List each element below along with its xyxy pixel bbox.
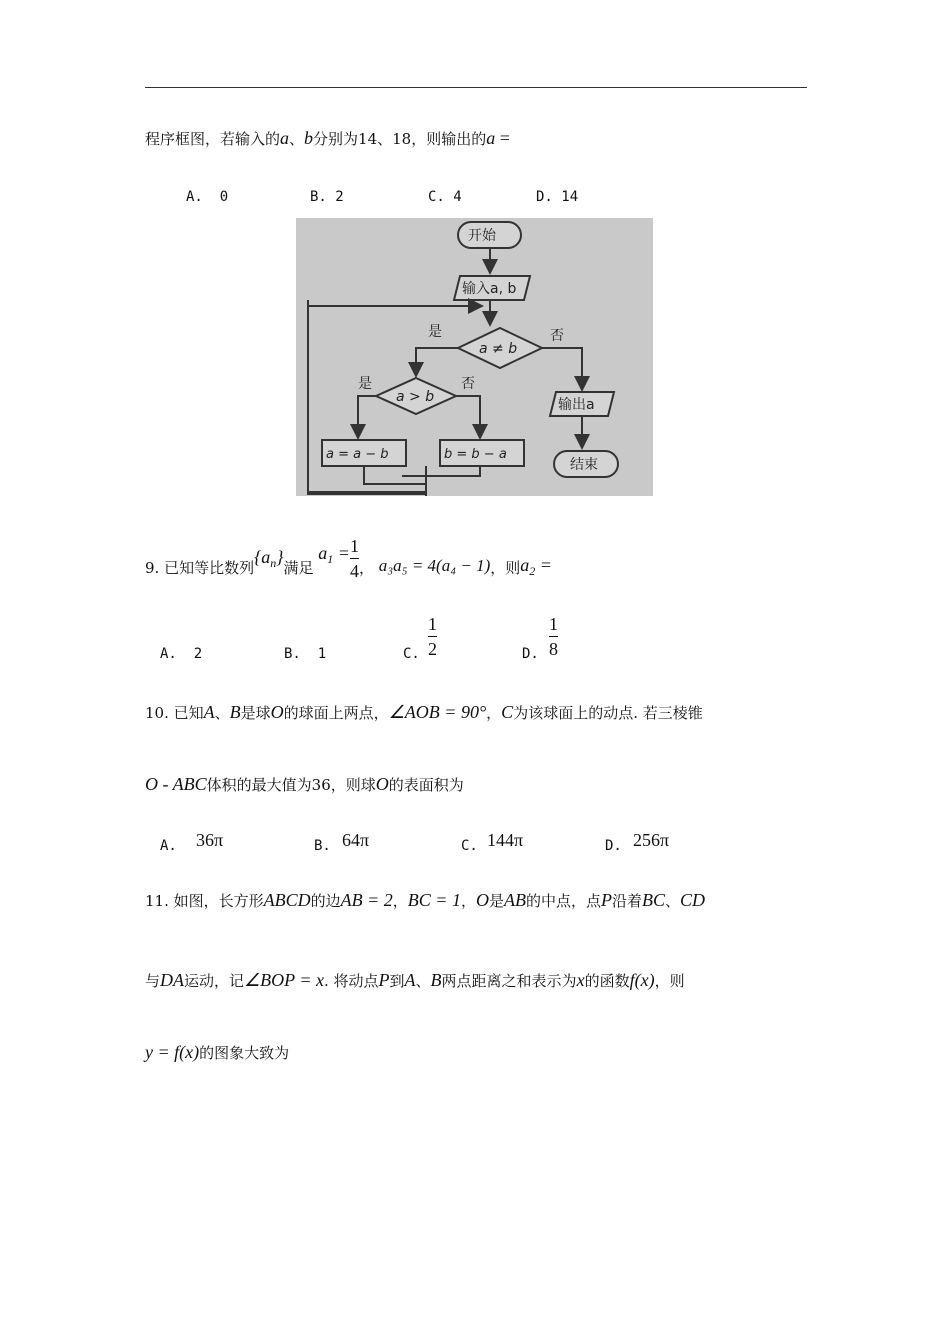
q10-option-c-value: 144π: [487, 830, 524, 850]
flow-input-label: 输入a, b: [462, 281, 517, 297]
flow-start-label: 开始: [468, 228, 496, 244]
q9-option-b: B. 1: [284, 646, 327, 662]
flow-output-label: 输出a: [558, 397, 595, 413]
q10-option-a-value: 36π: [196, 830, 224, 850]
q8-sep: 、: [289, 130, 305, 148]
flow-no-label-2: 否: [461, 376, 475, 392]
q8-var-out: a: [486, 128, 496, 148]
q10-option-c: C.: [461, 838, 478, 854]
q9-option-d-fraction: 1 8: [549, 614, 558, 659]
flow-yes-label-2: 是: [358, 376, 372, 392]
q10-option-d-value: 256π: [633, 830, 670, 850]
q8-option-b: B. 2: [310, 189, 344, 205]
q8-var-b: b: [304, 128, 314, 148]
q11-line-1: 11. 如图，长方形ABCD的边AB = 2，BC = 1，O是AB的中点，点P沿着BC、CD: [145, 890, 706, 910]
flow-assign-a-label: a = a − b: [326, 447, 389, 462]
q9-stem: [145, 536, 552, 581]
q9-text-3: ，则: [490, 558, 521, 577]
flow-cond1-label: a ≠ b: [479, 341, 518, 357]
q8-text-2: 分别为14、18，则输出的: [313, 130, 487, 148]
q9-a1: $a_1$ =: [318, 542, 350, 566]
q8-var-a: a: [280, 128, 290, 148]
q8-option-a: A. 0: [186, 189, 229, 205]
q10-line-2: O - ABC体积的最大值为36，则球O的表面积为: [145, 774, 464, 794]
flow-yes-label-1: 是: [428, 324, 442, 340]
flow-cond2-label: a > b: [396, 389, 435, 405]
q9-text-2: 满足: [283, 558, 314, 577]
q9-option-c-fraction: 1 2: [428, 614, 437, 659]
flow-assign-b-label: b = b − a: [444, 447, 507, 462]
q9-text-1: 9. 已知等比数列: [145, 558, 255, 577]
header-rule: [145, 87, 807, 88]
q11-line-2: 与DA运动，记∠BOP = x. 将动点P到A、B两点距离之和表示为x的函数f(x)，则: [145, 970, 685, 990]
q9-comma: ，: [358, 558, 374, 577]
flow-no-label-1: 否: [550, 328, 564, 344]
q9-expr: a₃a₅ = 4(a₄ − 1): [378, 555, 491, 575]
q10-line-1: 10. 已知A、B是球O的球面上两点，∠AOB = 90°，C为该球面上的动点. 若三棱锥: [145, 702, 703, 722]
q8-stem: [145, 128, 510, 149]
q10-option-d: D.: [605, 838, 622, 854]
flowchart-figure: [296, 218, 653, 496]
q9-option-c-label: C.: [403, 646, 420, 662]
q8-eq: =: [495, 128, 510, 148]
q9-option-d-label: D.: [522, 646, 539, 662]
q9-option-a: A. 2: [160, 646, 203, 662]
q9-a1-fraction: $\frac{1}{4}$: [349, 536, 359, 581]
q9-seq: $\{a_n\}$: [254, 546, 284, 570]
q8-option-d: D. 14: [536, 189, 579, 205]
q10-option-a: A.: [160, 838, 177, 854]
q11-line-3: y = f(x)的图象大致为: [145, 1042, 290, 1062]
q10-option-b-value: 64π: [342, 830, 370, 850]
q9-a2: $a_2$ =: [520, 554, 552, 578]
q8-option-c: C. 4: [428, 189, 462, 205]
flow-end-label: 结束: [570, 457, 598, 473]
q10-option-b: B.: [314, 838, 331, 854]
q8-text-1: 程序框图，若输入的: [145, 130, 281, 148]
